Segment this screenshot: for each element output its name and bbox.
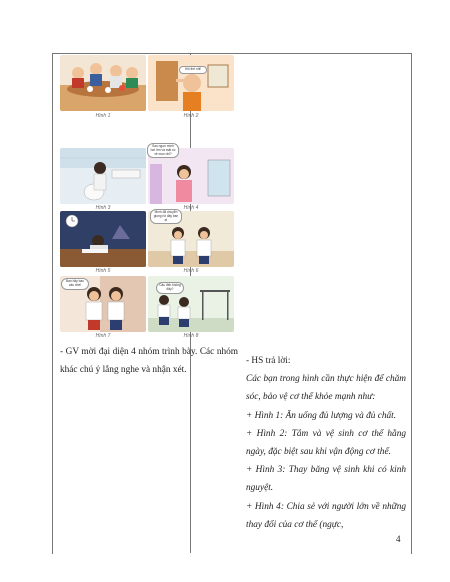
teacher-instruction: - GV mời đại diện 4 nhóm trình bày. Các nhóm khác chú ý lắng nghe và nhận xét. [60, 347, 238, 375]
figure-6-caption: Hình 6 [183, 268, 199, 274]
answer-line-5: + Hình 4: Chia sẻ với người lớn về những thay đổi của cơ thể (ngực, [246, 501, 406, 530]
figure-4-speech-bubble: Sao ngực mình hơi lớn và mặt có vẻ mụn nhỉ? [147, 143, 179, 158]
figure-7-caption: Hình 7 [95, 333, 111, 339]
figure-2-caption: Hình 2 [183, 113, 199, 119]
figure-7-speech-bubble: Bạn hãy bao cấu nhé! [61, 278, 89, 290]
figure-6-speech-bubble: Mình đã chuyển giọng rồi đấy bạn ạ! [150, 209, 182, 224]
figure-8-caption: Hình 8 [183, 333, 199, 339]
answer-line-2: + Hình 1: Ăn uống đủ lượng và đủ chất. [246, 410, 397, 421]
left-column [52, 53, 242, 553]
figure-5-caption: Hình 5 [95, 268, 111, 274]
figure-5-image [60, 211, 146, 267]
figure-8-speech-bubble: Cậu đến không đấy? [156, 282, 184, 294]
figure-3-caption: Hình 3 [95, 205, 111, 211]
answer-line-4: + Hình 3: Thay băng vệ sinh khi có kinh nguyệt. [246, 465, 406, 494]
answer-line-3: + Hình 2: Tắm và vệ sinh cơ thể hằng ngày, đặc biệt sau khi vận động cơ thể. [246, 428, 406, 458]
page-number: 4 [396, 534, 401, 544]
answer-line-1: Các bạn trong hình cần thực hiện để chăm sóc, bảo vệ cơ thể khỏe mạnh như: [246, 374, 406, 403]
figure-1-caption: Hình 1 [95, 113, 111, 119]
student-answer [246, 352, 406, 534]
figure-3-image [60, 148, 146, 204]
figure-4-caption: Hình 4 [183, 205, 199, 211]
answer-intro: - HS trả lời: [246, 356, 291, 366]
figure-1-image [60, 55, 146, 111]
figure-2-image [148, 55, 234, 111]
figure-2-speech-bubble: Hôi thế nhỉ! [179, 66, 207, 74]
